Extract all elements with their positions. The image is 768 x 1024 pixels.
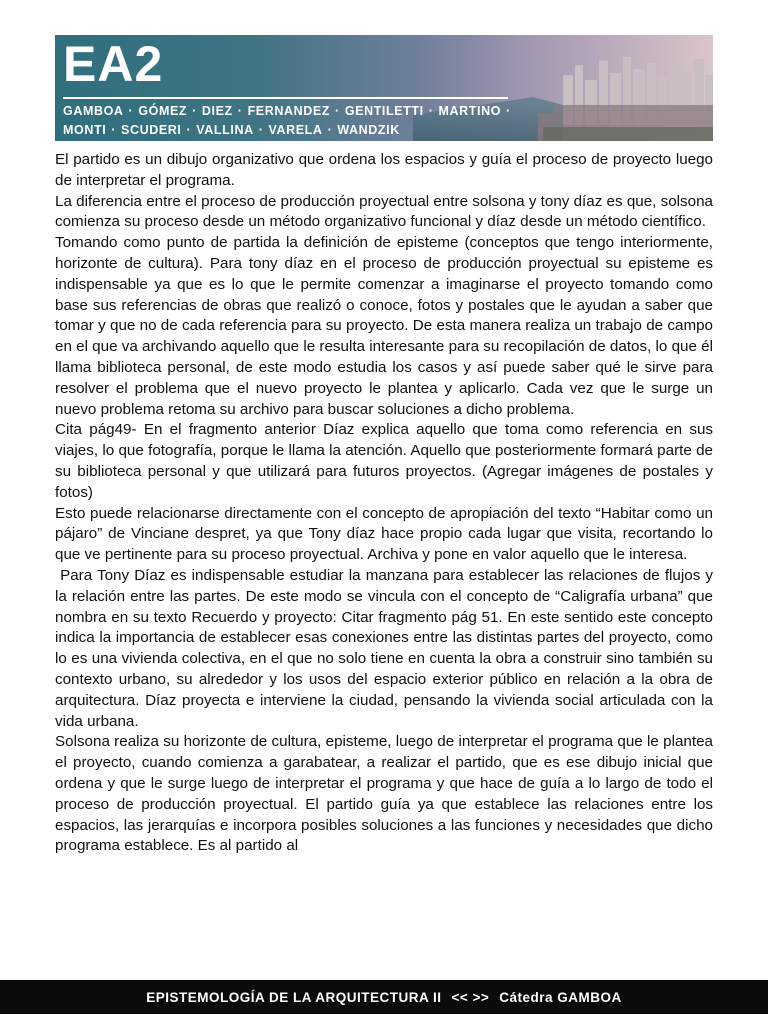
paragraph-habitar-como-un-pajaro: Esto puede relacionarse directamente con el concepto de apropiación del texto “Habitar como un pájaro” de Vinciane despret, ya que Tony díaz hace propio cada lugar que visita, recortando lo que ve pertinente para su proceso proyectual. Archiva y pone en valor aquello que le interesa. [55,504,713,564]
name-wandzik: WANDZIK [337,123,400,137]
name-separator: · [186,123,192,137]
name-separator: · [128,104,134,118]
city-skyline-image [413,35,713,141]
paragraph-partido-definition: El partido es un dibujo organizativo que ordena los espacios y guía el proceso de proyecto luego de interpretar el programa. [55,151,713,189]
document-body [55,150,718,857]
names-row-2 [63,123,400,137]
name-separator: · [258,123,264,137]
name-separator: · [428,104,434,118]
footer-course: EPISTEMOLOGÍA DE LA ARQUITECTURA II [146,989,442,1005]
footer-separator: << >> [451,989,490,1005]
name-gamboa: GAMBOA [63,104,124,118]
name-separator: · [192,104,197,118]
paragraph-cita-pag49: Cita pág49- En el fragmento anterior Díaz explica aquello que toma como referencia en sus viajes, lo que fotografía, porque le llama la atención. Aquello que posteriormente formará parte de su biblioteca personal y que utilizará para futuros proyectos. (Agregar imágenes de postales y fotos) [55,421,713,501]
name-separator: · [237,104,243,118]
paragraph-episteme: Tomando como punto de partida la definición de episteme (conceptos que tengo interiormente, horizonte de cultura). Para tony díaz en el proceso de producción proyectual su episteme es indispensable ya que es lo que le permite comenzar a imaginarse el proyecto tomando como base sus referencias de obras que realizó o conoce, fotos y postales que le ayudan a saber que tomar y que no de cada referencia para su proyecto. De esta manera realiza un trabajo de campo en el que va archivando aquello que le resulta interesante para su recopilación de datos, lo que él llama biblioteca personal, de este modo estudia los casos y así puede saber qué le sirve para resolver el problema que el nuevo proyecto le plantea y aplicarlo. Cada vez que le surge un nuevo problema retoma su archivo para buscar soluciones a dicho problema. [55,234,713,418]
footer-chair: Cátedra GAMBOA [499,989,622,1005]
header-divider [63,97,508,99]
name-gentiletti: GENTILETTI [344,104,424,118]
names-row-1 [63,104,516,118]
name-monti: MONTI [63,123,107,137]
header-banner [55,35,713,141]
name-diez: DIEZ [201,104,233,118]
name-separator: · [335,104,340,118]
paragraph-solsona-horizonte: Solsona realiza su horizonte de cultura, episteme, luego de interpretar el programa que le plantea el proyecto, cuando comienza a garabatear, a realizar el partido, que es ese dibujo inicial que ordena y que le surge luego de interpretar el programa y que hace de guía a lo largo de todo el proceso de producción proyectual. El partido guía ya que establece las relaciones entre los espacios, las jerarquías e incorpora posibles soluciones a las funciones y necesidades que dicho programa establece. Es al partido al [55,733,713,855]
name-gomez: GÓMEZ [138,104,188,118]
name-martino: MARTINO [438,104,502,118]
name-separator: · [506,104,511,118]
name-varela: VARELA [268,123,323,137]
name-separator: · [327,123,333,137]
name-separator: · [111,123,117,137]
paragraph-caligrafia-urbana: Para Tony Díaz es indispensable estudiar la manzana para establecer las relaciones de flujos y la relación entre las partes. De este modo se vincula con el concepto de “Caligrafía urbana” que nombra en su texto Recuerdo y proyecto: Citar fragmento pág 51. En este sentido este concepto indica la importancia de establecer esas conexiones entre las distintas partes del proyecto, como lo es una vivienda colectiva, en el que no solo tiene en cuenta la obra a construir sino también su contexto urbano, su alrededor y los usos del espacio exterior público en relación a la obra de arquitectura. Díaz proyecta e interviene la ciudad, pensando la vivienda social articulada con la vida urbana. [55,566,718,730]
name-vallina: VALLINA [196,123,254,137]
name-fernandez: FERNANDEZ [247,104,331,118]
ea2-logo: EA2 [63,36,164,92]
paragraph-solsona-diaz-difference: La diferencia entre el proceso de producción proyectual entre solsona y tony díaz es que, solsona comienza su proceso desde un método organizativo funcional y díaz desde un método científico. [55,192,713,231]
name-scuderi: SCUDERI [121,123,182,137]
footer-bar [0,980,768,1014]
